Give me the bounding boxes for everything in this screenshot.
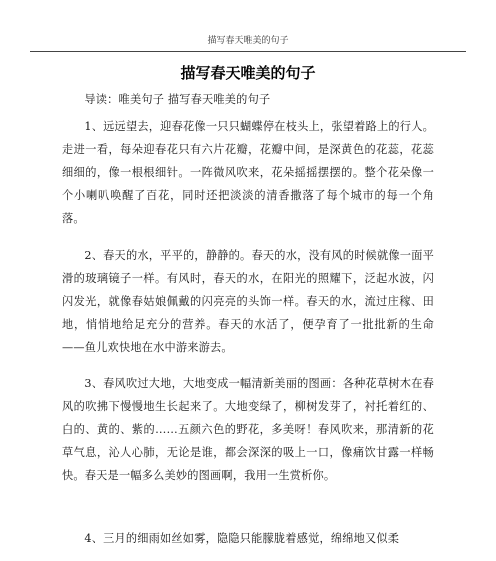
running-header: 描写春天唯美的句子 (207, 36, 289, 46)
paragraph-3: 3、春风吹过大地，大地变成一幅清新美丽的图画：各种花草树木在春风的吹拂下慢慢地生长起来了。大地变绿了，柳树发芽了，衬托着红的、白的、黄的、紫的……五颜六色的野花，多美呀！春风吹来，那清新的花草气息，沁人心肺，无论是谁，都会深深的吸上一口，像痛饮甘露一样畅快。春天是一幅多么美妙的图画啊，我用一生赏析你。 (62, 377, 434, 482)
document-title: 描写春天唯美的句子 (180, 64, 316, 82)
paragraph-4: 4、三月的细雨如丝如雾，隐隐只能朦胧着感觉，绵绵地又似柔 (84, 532, 400, 545)
paragraph-2: 2、春天的水，平平的，静静的。春天的水，没有风的时候就像一面平滑的玻璃镜子一样。有风时，春天的水，在阳光的照耀下，泛起水波，闪闪发光，就像春姑娘佩戴的闪亮亮的头饰一样。春天的水，流过庄稼、田地，悄悄地给足充分的营养。春天的水活了，便孕育了一批批新的生命——鱼儿欢快地在水中游来游去。 (62, 249, 434, 354)
header-divider (30, 51, 466, 52)
paragraph-1: 1、远远望去，迎春花像一只只蝴蝶停在枝头上，张望着路上的行人。走进一看，每朵迎春花只有六片花瓣，花瓣中间，是深黄色的花蕊，花蕊细细的，像一根根细针。一阵微风吹来，花朵摇摇摆摆的。整个花朵像一个小喇叭唤醒了百花，同时还把淡淡的清香撒落了每个城市的每一个角落。 (62, 120, 434, 225)
intro-line: 导读：唯美句子 描写春天唯美的句子 (84, 93, 271, 106)
